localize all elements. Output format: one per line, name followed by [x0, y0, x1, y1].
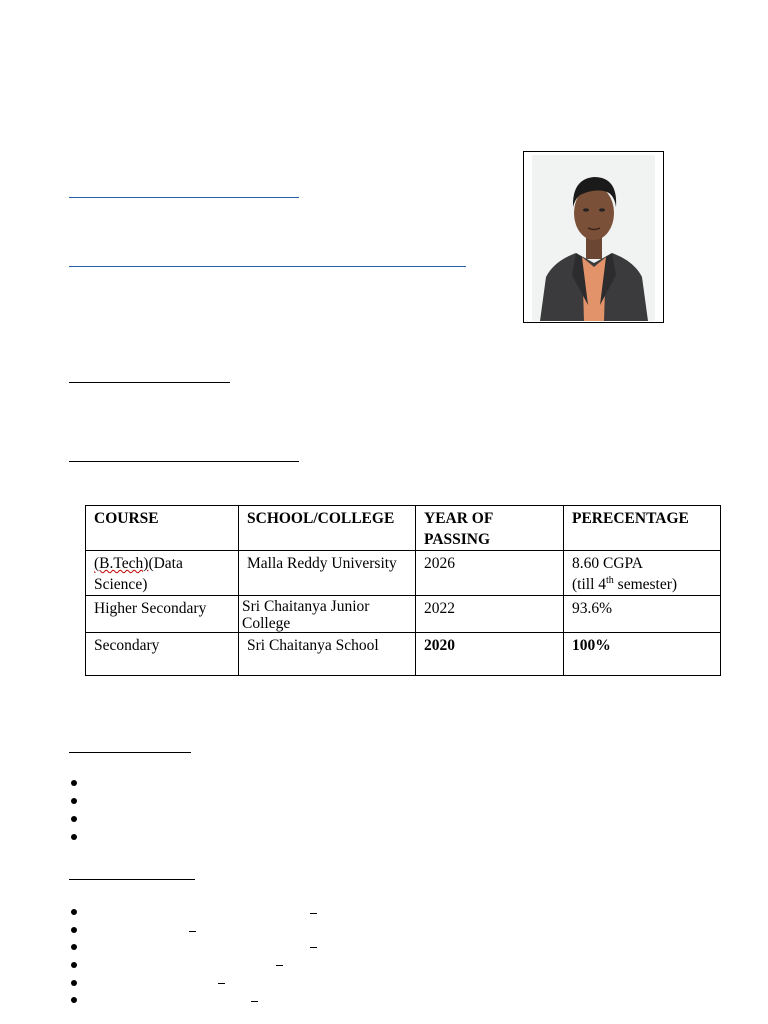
course-branch: (Data Science) — [94, 555, 183, 593]
skills-bullet — [71, 798, 77, 804]
course-degree: (B.Tech) — [94, 555, 149, 572]
header-school: SCHOOL/COLLEGE — [239, 506, 416, 551]
table-header-row — [86, 506, 721, 551]
cert-bullet — [71, 927, 77, 933]
cell-year: 2022 — [416, 596, 564, 633]
cell-school: Sri Chaitanya Junior College — [239, 596, 416, 633]
header-course: COURSE — [86, 506, 239, 551]
section-heading-education — [69, 461, 299, 462]
cert-bullet — [71, 962, 77, 968]
table-row — [86, 596, 721, 633]
cell-year: 2026 — [416, 551, 564, 596]
score-note-sup: th — [606, 574, 614, 586]
cell-school: Malla Reddy University — [239, 551, 416, 596]
score-note-post: semester) — [613, 576, 678, 593]
cert-bullet — [71, 909, 77, 915]
cert-bullet — [71, 980, 77, 986]
cell-score — [564, 551, 721, 596]
education-table — [85, 505, 721, 676]
cert-bullet — [71, 944, 77, 950]
profile-photo — [523, 151, 664, 323]
header-percentage: PERECENTAGE — [564, 506, 721, 551]
score-cgpa: 8.60 CGPA — [572, 555, 643, 572]
section-heading-skills — [69, 752, 191, 753]
cert-separator — [310, 913, 317, 914]
cert-separator — [189, 931, 196, 932]
cert-bullet — [71, 997, 77, 1003]
profile-link[interactable] — [69, 266, 466, 267]
cell-year: 2020 — [416, 633, 564, 676]
cell-school: Sri Chaitanya School — [239, 633, 416, 676]
cell-course: Higher Secondary — [86, 596, 239, 633]
cert-separator — [310, 947, 317, 948]
section-heading-objective — [69, 382, 230, 383]
cert-separator — [218, 983, 225, 984]
cert-separator — [276, 965, 283, 966]
skills-bullet — [71, 816, 77, 822]
section-heading-certifications — [69, 879, 195, 880]
skills-bullet — [71, 834, 77, 840]
cell-course — [86, 551, 239, 596]
cell-course: Secondary — [86, 633, 239, 676]
header-year: YEAR OF PASSING — [416, 506, 564, 551]
table-row — [86, 633, 721, 676]
skills-bullet — [71, 780, 77, 786]
score-note-pre: (till 4 — [572, 576, 607, 593]
table-row — [86, 551, 721, 596]
cert-separator — [251, 1001, 258, 1002]
email-link[interactable] — [69, 197, 299, 198]
cell-score: 93.6% — [564, 596, 721, 633]
cell-score: 100% — [564, 633, 721, 676]
